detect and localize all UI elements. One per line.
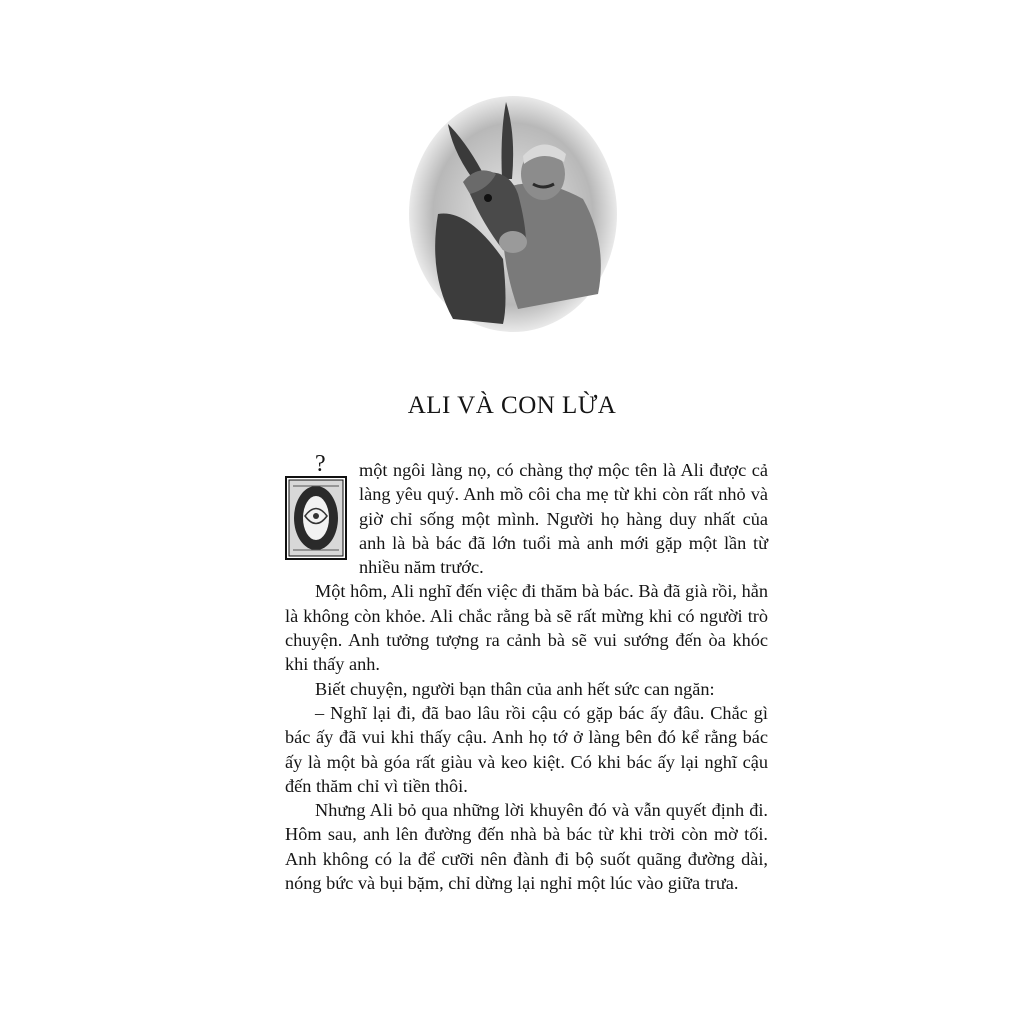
paragraph-1: ? một ngôi làng nọ, có chàng thợ mộc tên là Ali được cả làng yêu quý. Anh mồ côi cha mẹ từ khi còn rất nhỏ và giờ chỉ sống một mình. Người họ hàng duy nhất của anh là bà bác đã lớn tuổi mà anh mới gặp một lần từ nhiều năm trước. xyxy=(285,458,768,579)
story-text xyxy=(285,451,768,895)
paragraph-4: – Nghĩ lại đi, đã bao lâu rồi cậu có gặp bác ấy đâu. Chắc gì bác ấy đã vui khi thấy cậu. Anh họ tớ ở làng bên đó kể rằng bác ấy là một bà góa rất giàu và keo kiệt. Có khi bác ấy lại nghĩ cậu đến thăm chỉ vì tiền thôi. xyxy=(285,702,768,796)
paragraph-5: Nhưng Ali bỏ qua những lời khuyên đó và vẫn quyết định đi. Hôm sau, anh lên đường đến nhà bà bác từ khi trời còn mờ tối. Anh không có la để cưỡi nên đành đi bộ suốt quãng đường dài, nóng bức và bụi bặm, chỉ dừng lại nghỉ một lúc vào giữa trưa. xyxy=(285,800,768,894)
paragraph-3: Biết chuyện, người bạn thân của anh hết sức can ngăn: xyxy=(315,678,715,699)
dropcap-hook: ? xyxy=(315,451,326,477)
paragraph-2: Một hôm, Ali nghĩ đến việc đi thăm bà bác. Bà đã già rồi, hẳn là không còn khỏe. Ali chắc rằng bà sẽ rất mừng khi có người trò chuyện. Anh tưởng tượng ra cảnh bà sẽ vui sướng đến òa khóc khi thấy anh. xyxy=(285,581,768,675)
story-title: ALI VÀ CON LỪA xyxy=(407,392,617,419)
man-hugging-donkey-illustration xyxy=(408,94,618,334)
decorative-letter-o-icon xyxy=(285,476,347,560)
ornamental-dropcap xyxy=(285,451,349,560)
